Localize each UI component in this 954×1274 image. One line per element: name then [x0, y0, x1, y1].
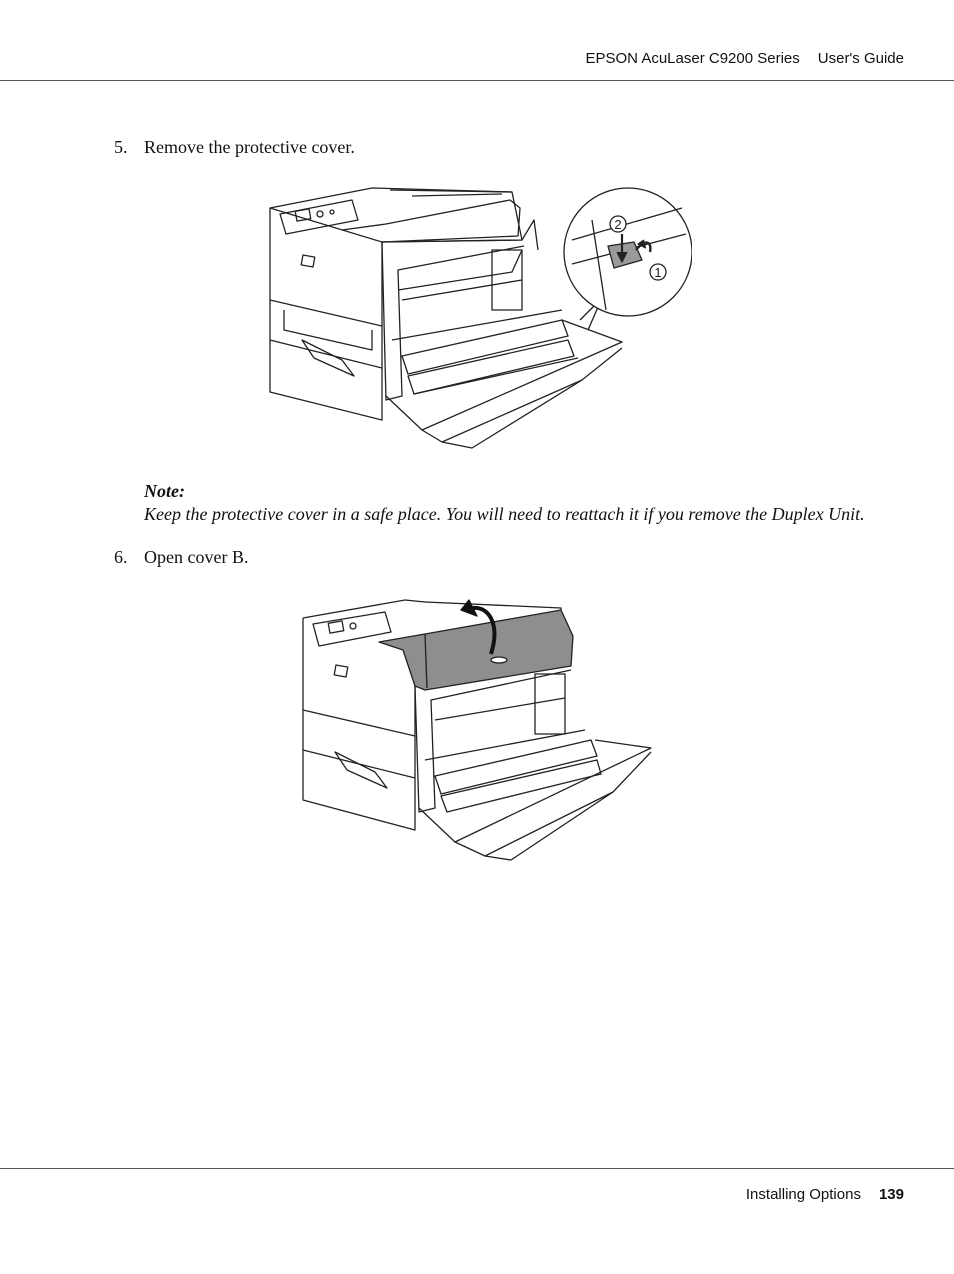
footer-divider	[0, 1168, 954, 1169]
step-text: Remove the protective cover.	[144, 137, 355, 157]
note-text: Keep the protective cover in a safe place. You will need to reattach it if you remove the Duplex Unit.	[144, 504, 865, 524]
header-product-title: EPSON AcuLaser C9200 Series	[585, 50, 800, 67]
printer-remove-cover-illustration	[262, 180, 692, 452]
footer-section-title: Installing Options	[745, 1186, 861, 1203]
callout-number-1: 1	[654, 265, 662, 280]
step-number: 6.	[114, 547, 128, 567]
step-text: Open cover B.	[144, 547, 249, 567]
header-guide-title: User's Guide	[817, 50, 904, 67]
page-number: 139	[878, 1186, 904, 1203]
printer-open-cover-b-illustration	[295, 590, 657, 862]
page-header	[585, 50, 904, 67]
callout-number-2: 2	[614, 217, 622, 232]
header-divider	[0, 80, 954, 81]
page-footer	[746, 1186, 904, 1203]
step-number: 5.	[114, 137, 128, 157]
note-label: Note:	[144, 481, 185, 501]
